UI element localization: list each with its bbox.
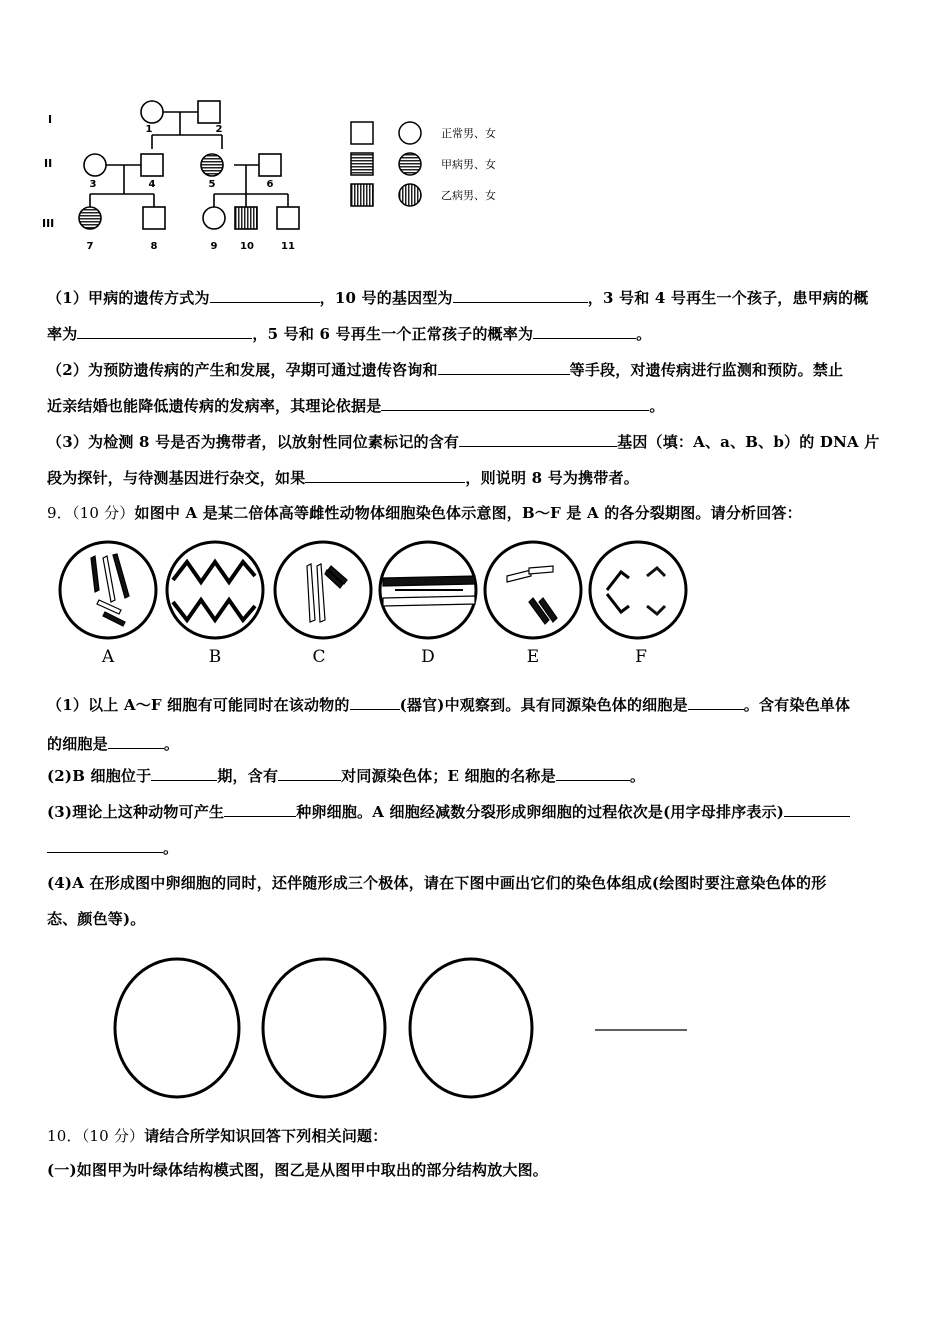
cell-label: B (208, 647, 222, 667)
q8-text: （2）为预防遗传病的产生和发展，孕期可通过遗传咨询和 (47, 361, 438, 379)
cell-e-chromosomes (507, 566, 557, 624)
q8-text: 。 (636, 325, 652, 343)
answer-blank[interactable] (459, 432, 617, 447)
answer-blank[interactable] (47, 838, 163, 853)
q9-text: 。 (163, 735, 180, 753)
cell-label: D (421, 647, 435, 667)
answer-blank[interactable] (381, 396, 649, 411)
cell-a-outline (60, 542, 156, 638)
cell-a-chromosomes (91, 554, 129, 626)
individual-7 (79, 207, 101, 229)
cell-e-outline (485, 542, 581, 638)
question-number: 9． (47, 504, 72, 522)
answer-blank[interactable] (151, 766, 217, 781)
q10-text: (一)如图甲为叶绿体结构模式图，图乙是从图甲中取出的部分结构放大图。 (47, 1161, 548, 1179)
individual-number: 3 (89, 179, 97, 190)
q9-sub4-line2 (47, 908, 146, 929)
answer-blank[interactable] (438, 360, 570, 375)
q8-text: 近亲结婚也能降低遗传病的发病率，其理论依据是 (47, 397, 382, 415)
individual-4 (141, 154, 163, 176)
polar-body-drawing-area[interactable] (105, 955, 705, 1105)
q9-stem (47, 502, 802, 523)
answer-blank[interactable] (556, 766, 630, 781)
individual-8 (143, 207, 165, 229)
q8-text: 。 (649, 397, 665, 415)
individual-number: 4 (148, 179, 156, 190)
individual-number: 10 (240, 241, 254, 252)
q9-text: (器官)中观察到。具有同源染色体的细胞是 (399, 696, 688, 714)
q9-text: （1）以上 A～F 细胞有可能同时在该动物的 (47, 696, 350, 714)
question-number: 10． (47, 1127, 82, 1145)
individual-number: 11 (281, 241, 295, 252)
answer-blank[interactable] (688, 695, 744, 710)
question-stem: 如图中 A 是某二倍体高等雌性动物体细胞染色体示意图，B～F 是 A 的各分裂期图。请分析回答： (134, 504, 802, 522)
answer-blank[interactable] (278, 766, 341, 781)
q9-text: 的细胞是 (47, 735, 108, 753)
legend-disease-b-female-icon (399, 184, 421, 206)
individual-number: 8 (150, 241, 158, 252)
question-stem: 请结合所学知识回答下列相关问题： (144, 1127, 388, 1145)
answer-blank[interactable] (453, 288, 588, 303)
q9-text: (3)理论上这种动物可产生 (47, 803, 225, 821)
individual-6 (259, 154, 281, 176)
individual-number: 7 (86, 241, 94, 252)
q8-text: ，5 号和 6 号再生一个正常孩子的概率为 (252, 325, 534, 343)
legend-disease-b-male-icon (351, 184, 373, 206)
legend-normal-label: 正常男、女 (441, 127, 496, 140)
q8-part2-line2 (47, 395, 665, 416)
individual-10 (235, 207, 257, 229)
individual-2 (198, 101, 220, 123)
q8-text: 等手段，对遗传病进行监测和预防。禁止 (569, 361, 844, 379)
individual-number: 2 (215, 124, 223, 135)
q8-part2-line1 (47, 359, 843, 380)
q9-text: 种卵细胞。A 细胞经减数分裂形成卵细胞的过程依次是(用字母排序表示) (296, 803, 785, 821)
polar-body-circle-2[interactable] (263, 959, 385, 1097)
q8-text: 基因（填：A、a、B、b）的 DNA 片 (617, 433, 880, 451)
legend-disease-a-female-icon (399, 153, 421, 175)
individual-11 (277, 207, 299, 229)
q9-text: 。 (163, 839, 179, 857)
question-score: （10 分） (81, 1127, 145, 1145)
individual-3 (84, 154, 106, 176)
q9-text: 。 (629, 767, 646, 785)
q8-part1-line1 (47, 287, 869, 308)
cell-b-chromosomes (173, 562, 255, 620)
legend-normal-female-icon (399, 122, 421, 144)
individual-number: 6 (266, 179, 274, 190)
q8-text: 段为探针，与待测基因进行杂交，如果 (47, 469, 306, 487)
legend-disease-a-label: 甲病男、女 (441, 158, 496, 171)
q8-text: （3）为检测 8 号是否为携带者，以放射性同位素标记的含有 (47, 433, 460, 451)
q9-sub4-line1 (47, 872, 826, 893)
q9-sub1-line1 (47, 694, 850, 715)
cell-f-chromosomes (607, 568, 665, 614)
q9-text: 态、颜色等)。 (47, 910, 146, 928)
answer-blank[interactable] (224, 802, 296, 817)
q9-text: (2)B 细胞位于 (47, 767, 152, 785)
cell-d-chromosomes (383, 576, 475, 606)
cell-f-outline (590, 542, 686, 638)
q8-text: ，10 号的基因型为 (319, 289, 453, 307)
cell-c-chromosomes (307, 564, 347, 622)
pedigree-chart (40, 95, 310, 255)
answer-blank[interactable] (533, 324, 636, 339)
cell-b-outline (167, 542, 263, 638)
polar-body-circle-3[interactable] (410, 959, 532, 1097)
answer-blank[interactable] (305, 468, 465, 483)
cell-label: E (526, 647, 540, 667)
legend-disease-a-male-icon (351, 153, 373, 175)
answer-blank[interactable] (784, 802, 850, 817)
q8-text: ，则说明 8 号为携带者。 (465, 469, 639, 487)
q9-sub3-line1 (47, 801, 850, 822)
q8-text: 率为 (47, 325, 78, 343)
q8-text: ，3 号和 4 号再生一个孩子，患甲病的概 (587, 289, 869, 307)
q9-text: 期，含有 (217, 767, 279, 785)
individual-9 (203, 207, 225, 229)
legend-disease-b-label: 乙病男、女 (441, 189, 496, 202)
polar-body-circle-1[interactable] (115, 959, 239, 1097)
q9-text: (4)A 在形成图中卵细胞的同时，还伴随形成三个极体，请在下图中画出它们的染色体组成(绘图时要注意染色体的形 (47, 874, 827, 892)
individual-number: 9 (210, 241, 218, 252)
q9-sub3-line2 (47, 837, 178, 858)
individual-number: 5 (208, 179, 216, 190)
q8-text: （1）甲病的遗传方式为 (47, 289, 210, 307)
q9-text: 。含有染色单体 (743, 696, 851, 714)
generation-label: III (42, 217, 55, 230)
q10-part1 (47, 1159, 548, 1180)
cell-label: F (635, 647, 647, 667)
cell-division-figure (55, 540, 695, 670)
answer-blank[interactable] (108, 734, 164, 749)
question-score: （10 分） (71, 504, 135, 522)
q9-sub1-line2 (47, 733, 179, 754)
individual-number: 1 (145, 124, 153, 135)
q9-text: 对同源染色体；E 细胞的名称是 (341, 767, 556, 785)
answer-blank[interactable] (77, 324, 252, 339)
generation-label: I (48, 113, 53, 126)
q10-stem (47, 1125, 387, 1146)
answer-blank[interactable] (350, 695, 400, 710)
legend-normal-male-icon (351, 122, 373, 144)
q8-part1-line2 (47, 323, 651, 344)
answer-blank[interactable] (210, 288, 320, 303)
cell-label: C (312, 647, 326, 667)
generation-label: II (44, 157, 53, 170)
individual-5 (201, 154, 223, 176)
q8-part3-line1 (47, 431, 879, 452)
individual-1 (141, 101, 163, 123)
q8-part3-line2 (47, 467, 639, 488)
pedigree-legend (345, 115, 525, 215)
q9-sub2 (47, 765, 645, 786)
cell-label: A (101, 647, 115, 667)
